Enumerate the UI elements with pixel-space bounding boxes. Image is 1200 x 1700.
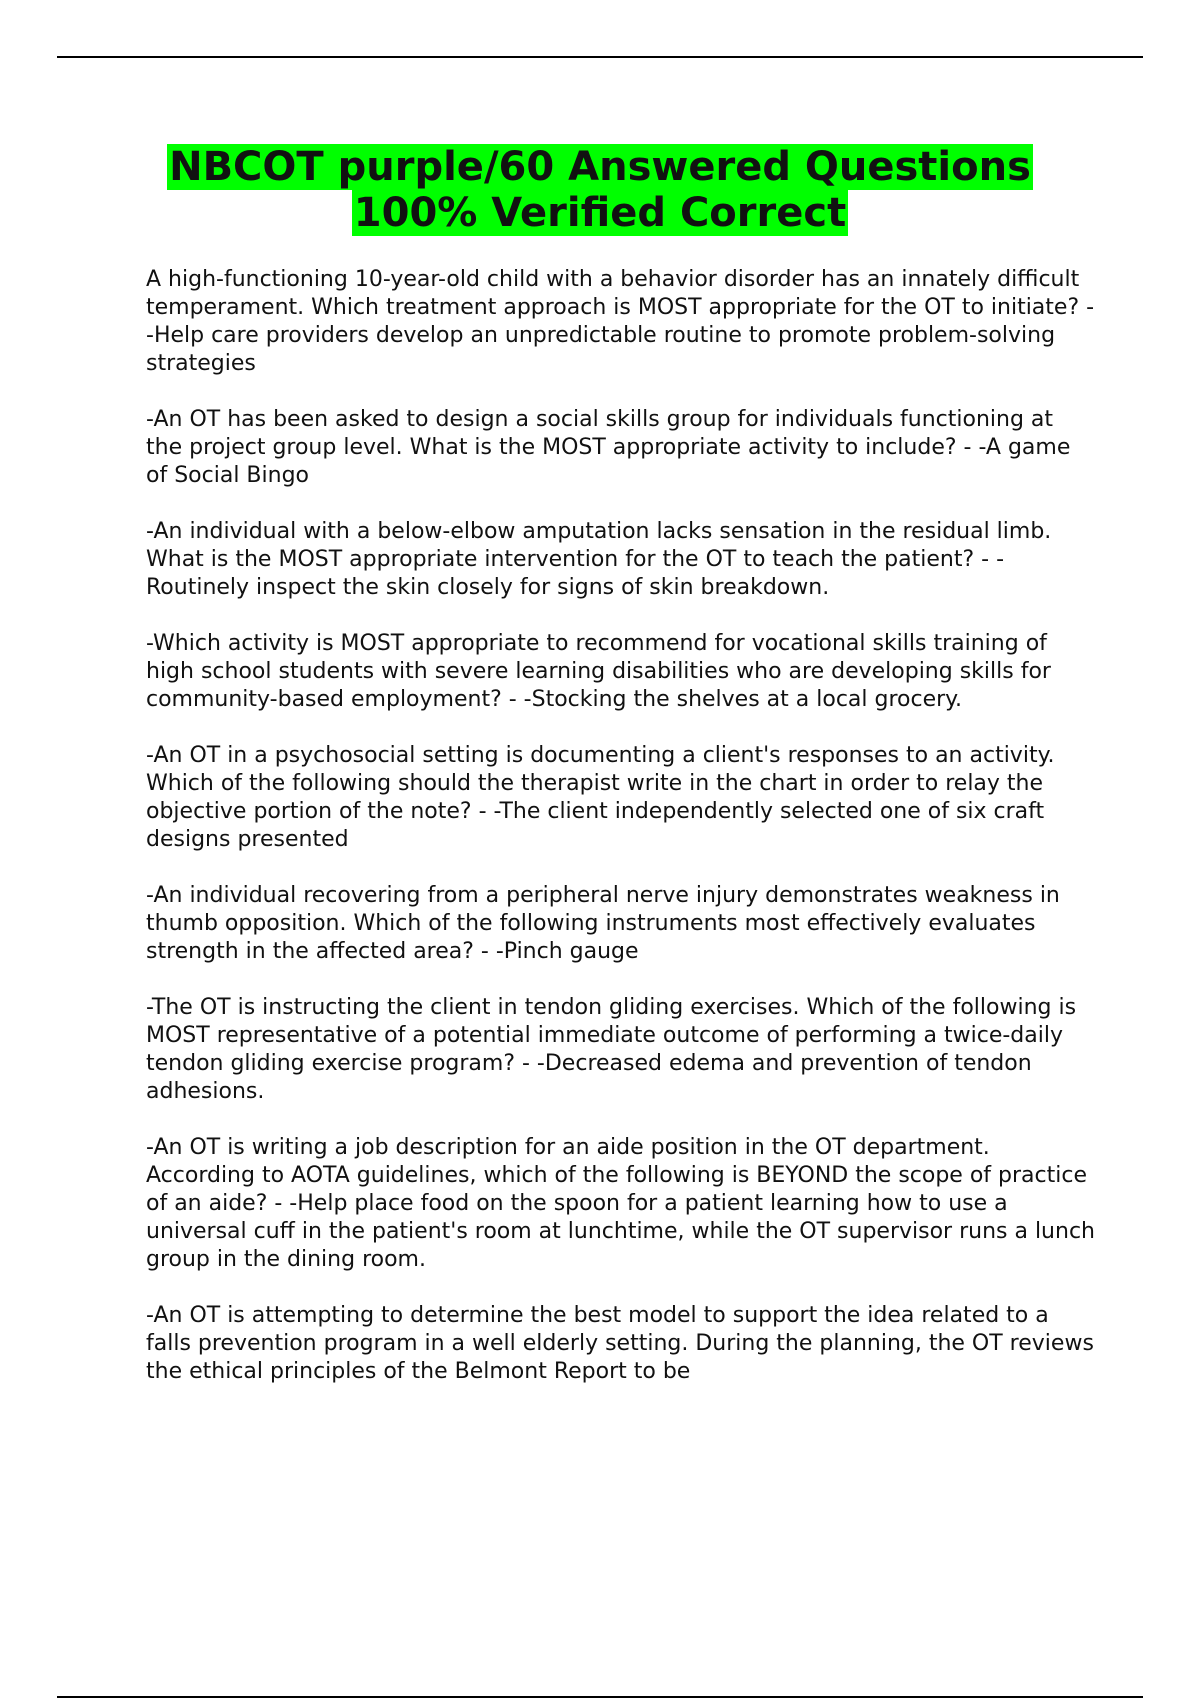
footer-rule — [57, 1696, 1143, 1698]
question-answer-5: -An OT in a psychosocial setting is documenting a client's responses to an activity. Which of the following should the therapist write in the chart in order to relay the objective portion of the note? - -The client independently selected one of six craft designs presented — [146, 743, 1055, 852]
question-answer-3: -An individual with a below-elbow amputation lacks sensation in the residual limb. What is the MOST appropriate intervention for the OT to teach the patient? - -Routinely inspect the skin closely for signs of skin breakdown. — [146, 519, 1052, 600]
document-title — [0, 144, 1200, 236]
question-answer-9: -An OT is attempting to determine the best model to support the idea related to a falls prevention program in a well elderly setting. During the planning, the OT reviews the ethical principles of the Belmont Report to be — [146, 1303, 1094, 1384]
title-line-1: NBCOT purple/60 Answered Questions — [169, 144, 1031, 190]
title-line-2: 100% Verified Correct — [353, 190, 847, 236]
question-list — [146, 266, 1096, 1414]
question-answer-1: A high-functioning 10-year-old child with a behavior disorder has an innately difficult temperament. Which treatment approach is MOST appropriate for the OT to initiate? - -Help care providers develop an unpredictable routine to promote problem-solving strategies — [146, 267, 1095, 376]
question-answer-6: -An individual recovering from a peripheral nerve injury demonstrates weakness in thumb opposition. Which of the following instruments most effectively evaluates strength in the affected area? - -Pinch gauge — [146, 883, 1060, 964]
question-answer-2: -An OT has been asked to design a social skills group for individuals functioning at the project group level. What is the MOST appropriate activity to include? - -A game of Social Bingo — [146, 407, 1071, 488]
question-answer-4: -Which activity is MOST appropriate to recommend for vocational skills training of high school students with severe learning disabilities who are developing skills for community-based employment? - -Stocking the shelves at a local grocery. — [146, 631, 1051, 712]
question-answer-8: -An OT is writing a job description for an aide position in the OT department. According to AOTA guidelines, which of the following is BEYOND the scope of practice of an aide? - -Help place food on the spoon for a patient learning how to use a universal cuff in the patient's room at lunchtime, while the OT supervisor runs a lunch group in the dining room. — [146, 1135, 1095, 1272]
header-rule — [57, 56, 1143, 58]
question-answer-7: -The OT is instructing the client in tendon gliding exercises. Which of the following is MOST representative of a potential immediate outcome of performing a twice-daily tendon gliding exercise program? - -Decreased edema and prevention of tendon adhesions. — [146, 995, 1077, 1104]
